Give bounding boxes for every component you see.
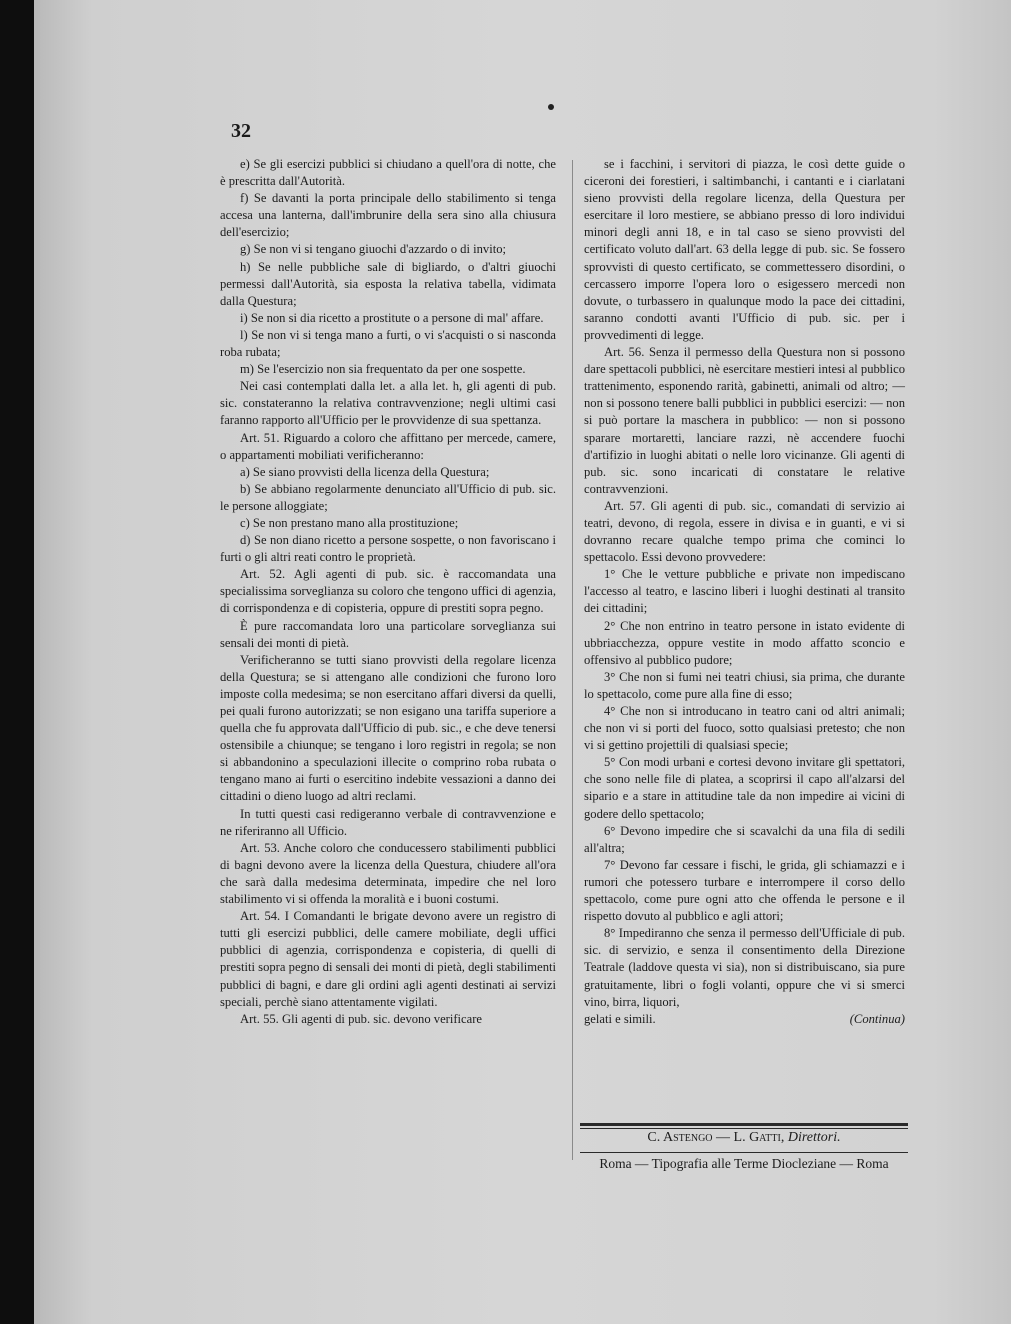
paragraph: 4° Che non si introducano in teatro cani od altri animali; che non vi si porti del fuoco, sotto qualsiasi pretesto; che non vi si gettino projettili di qualsiasi specie; (584, 704, 905, 753)
page-number: 32 (231, 120, 251, 142)
paragraph: Art. 51. Riguardo a coloro che affittano per mercede, camere, o appartamenti mobiliati verificheranno: (220, 430, 556, 462)
paragraph: l) Se non vi si tenga mano a furti, o vi s'acquisti o si nasconda roba rubata; (220, 327, 556, 360)
paragraph: Art. 56. Senza il permesso della Questura non si possono dare spettacoli pubblici, nè esercitare mestieri intesi al pubblico trattenimento, esponendo rarità, gabinetti, animali od altro; — non si possono tenere balli pubblici in pubblici esercizi: — non si può portare la maschera in pubblico: — non si possono sparare mortaretti, lanciare razzi, nè accendere fuochi d'artifizio in luoghi abitati o nelle loro vicinanze. Gli agenti di pub. sic. sono incaricati di constatare le relative contravvenzioni. (584, 345, 905, 496)
last-line: gelati e simili. (584, 1011, 656, 1026)
paragraph: d) Se non diano ricetto a persone sospette, o non favoriscano i furti o gli altri reati contro le proprietà. (220, 533, 556, 565)
paragraph: b) Se abbiano regolarmente denunciato all'Ufficio di pub. sic. le persone alloggiate; (220, 481, 556, 513)
paragraph: Art. 53. Anche coloro che conducessero stabilimenti pubblici di bagni devono avere la licenza della Questura, chiudere all'ora che sarà dalla medesima determinata, impedire che nel loro stabilimento vi si offenda la moralità e i buoni costumi. (220, 840, 556, 907)
continua-label: (Continua) (849, 1011, 905, 1026)
paragraph: Art. 52. Agli agenti di pub. sic. è raccomandata una specialissima sorveglianza su coloro che tengono uffici di agenzia, di corrispondenza e di copisteria, oppure di prestiti sopra pegno. (220, 567, 556, 616)
rule-thin (580, 1128, 908, 1129)
paragraph: 5° Con modi urbani e cortesi devono invitare gli spettatori, che sono nelle file di platea, a scoprirsi il capo all'alzarsi del sipario e a stare in attitudine tale da non impedire ai vicini di godere dello spettacolo; (584, 755, 905, 821)
paragraph: se i facchini, i servitori di piazza, le così dette guide o ciceroni dei forestieri, i saltimbanchi, i cantanti e i ciarlatani sieno provvisti della regolare licenza, della Questura per esercitare il loro mestiere, se abbiano presso di loro individui minori degli anni 18, e in tal caso se sieno provvisti del certificato voluto dall'art. 63 della legge di pub. sic. Se fossero sprovvisti di questo certificato, se commettessero disordini, o cercassero imporre l'opera loro o esigessero mercedi non dovute, o turbassero in qualunque modo la pace dei cittadini, saranno condotti avanti l'Ufficio di pub. sic. per i provvedimenti di legge. (584, 157, 905, 342)
paragraph: 6° Devono impedire che si scavalchi da una fila di sedili all'altra; (584, 823, 905, 855)
director-2: L. Gatti, (733, 1130, 785, 1145)
directors-dash: — (712, 1130, 734, 1145)
paragraph: Art. 54. I Comandanti le brigate devono avere un registro di tutti gli esercizi pubblici, delle camere mobiliate, degli uffici pubblici di agenzia, corrispondenza e copisteria, di quelli di prestiti sopra pegno di sensali dei monti di pietà, degli stabilimenti pubblici di bagni, e dare gli ordini agli agenti destinati ai servizi speciali, perchè siano attentamente vigilati. (220, 909, 556, 1009)
director-1: C. Astengo (647, 1130, 713, 1145)
rule-bottom (580, 1152, 908, 1153)
paragraph: Art. 57. Gli agenti di pub. sic., comandati di servizio ai teatri, devono, di regola, essere in divisa e in guanti, e vi si dovranno recare qualche tempo prima che cominci lo spettacolo. Essi devono provvedere: (584, 498, 905, 565)
paragraph: f) Se davanti la porta principale dello stabilimento si tenga accesa una lanterna, dall'imbrunire della sera sino alla chiusura dell'esercizio; (220, 191, 556, 240)
paragraph: c) Se non prestano mano alla prostituzione; (240, 515, 459, 530)
paragraph: g) Se non vi si tengano giuochi d'azzardo o di invito; (240, 242, 506, 257)
paragraph: Art. 55. Gli agenti di pub. sic. devono verificare (240, 1011, 483, 1026)
paragraph: 1° Che le vetture pubbliche e private non impediscano l'accesso al teatro, e lascino liberi i luoghi destinati al transito dei cittadini; (584, 567, 905, 616)
column-divider (572, 160, 573, 1160)
closing-line (584, 1011, 905, 1028)
paragraph: Nei casi contemplati dalla let. a alla let. h, gli agenti di pub. sic. constateranno la relativa contravvenzione; negli ultimi casi faranno rapporto all'Ufficio per le provvidenze di sua spettanza. (220, 379, 556, 428)
paragraph: 3° Che non si fumi nei teatri chiusi, sia prima, che durante lo spettacolo, come pure alla fine di esso; (584, 669, 905, 701)
directors-title: Direttori. (784, 1130, 841, 1145)
ink-dot (548, 104, 554, 110)
left-column (220, 156, 556, 1028)
paragraph: Verificheranno se tutti siano provvisti della regolare licenza della Questura; se si attengano alle condizioni che furono loro imposte colla medesima; se non esercitano affari diversi da quelli, pei quali furono autorizzati; se non esigano una tariffa superiore a quella che fu approvata dall'Ufficio di pub. sic., e che deve tenersi ostensibile a chiunque; se tengano i loro registri in regola; se non si abbandonino a speculazioni illecite o comprino roba rubata o tengano mano ai furti o esercitino indebite vessazioni a danno dei cittadini o dieno luogo ad altri reclami. (220, 652, 556, 804)
paragraph: 7° Devono far cessare i fischi, le grida, gli schiamazzi e i rumori che potessero turbare e interrompere il corso dello spettacolo, come pure ogni atto che offenda le persone e il rispetto dovuto al pubblico e agli attori; (584, 857, 905, 924)
paragraph: h) Se nelle pubbliche sale di bigliardo, o d'altri giuochi permessi dall'Autorità, sia esposta la relativa tabella, vidimata dalla Questura; (220, 259, 556, 308)
rule-thick (580, 1123, 908, 1126)
right-column (584, 156, 905, 1028)
printer-line: Roma — Tipografia alle Terme Diocleziane — Roma (599, 1156, 889, 1171)
paragraph: In tutti questi casi redigeranno verbale di contravvenzione e ne riferiranno all Ufficio. (220, 806, 556, 838)
directors-line (580, 1130, 908, 1146)
paragraph: È pure raccomandata loro una particolare sorveglianza sui sensali dei monti di pietà. (220, 618, 556, 650)
paragraph: 8° Impediranno che senza il permesso dell'Ufficiale di pub. sic. di servizio, e senza il consentimento della Direzione Teatrale (laddove questa vi sia), non si distribuiscano, sia pure gratuitamente, libri o fogli volanti, oppure che vi si smerci vino, birra, liquori, (584, 926, 905, 1009)
paragraph: i) Se non si dia ricetto a prostitute o a persone di mal' affare. (240, 310, 544, 325)
paragraph: m) Se l'esercizio non sia frequentato da per one sospette. (240, 362, 526, 377)
paragraph: a) Se siano provvisti della licenza della Questura; (240, 464, 490, 479)
paragraph: e) Se gli esercizi pubblici si chiudano a quell'ora di notte, che è prescritta dall'Autorità. (220, 157, 556, 189)
paragraph: 2° Che non entrino in teatro persone in istato evidente di ubbriacchezza, oppure vestite in modo affatto sconcio e offensivo al pubblico pudore; (584, 618, 905, 667)
